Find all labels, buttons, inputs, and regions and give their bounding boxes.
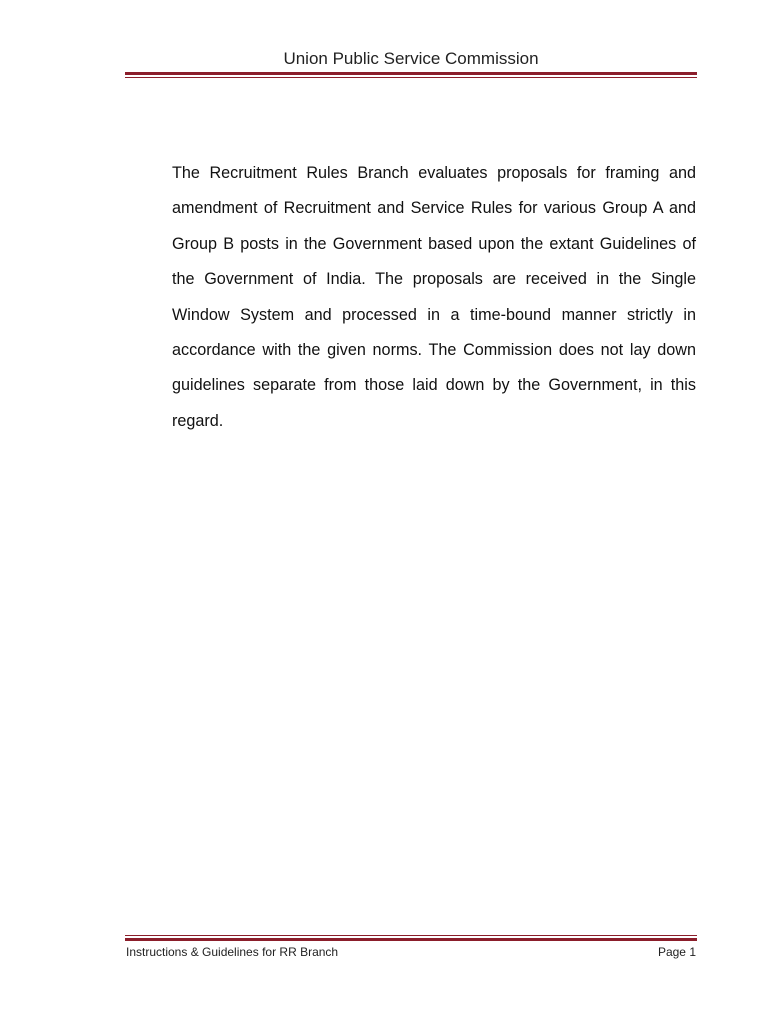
footer-rule-thin bbox=[125, 935, 697, 936]
header-rule-thin bbox=[125, 77, 697, 78]
footer-rule-thick bbox=[125, 938, 697, 941]
footer-document-title: Instructions & Guidelines for RR Branch bbox=[126, 945, 339, 959]
body-paragraph: The Recruitment Rules Branch evaluates proposals for framing and amendment of Recruitment and Service Rules for various Group A and Group B posts in the Government based upon the extant Guidelines of the Government of India. The proposals are received in the Single Window System and processed in a time-bound manner strictly in accordance with the given norms. The Commission does not lay down guidelines separate from those laid down by the Government, in this regard. bbox=[172, 164, 696, 430]
footer-page-number: Page 1 bbox=[657, 945, 696, 959]
header-rule-thick bbox=[125, 72, 697, 75]
header-title: Union Public Service Commission bbox=[283, 49, 539, 68]
